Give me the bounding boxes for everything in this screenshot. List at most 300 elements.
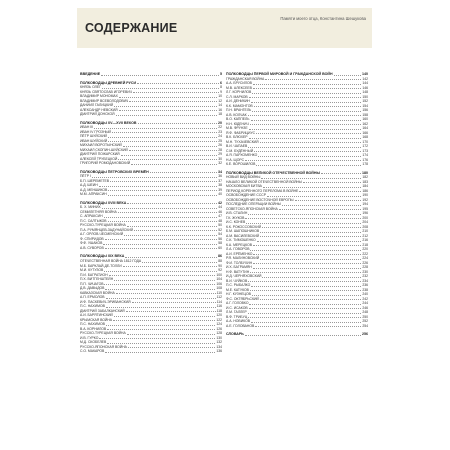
leader-dots: [245, 159, 361, 161]
entry-page-number: 150: [362, 94, 368, 99]
entry-label: М.И. КУТУЗОВ: [80, 268, 104, 273]
leader-dots: [109, 274, 216, 276]
entry-label: А.П. ЕРМОЛОВ: [80, 295, 105, 300]
entry-label: Ф.И. ТОЛБУХИН: [226, 260, 253, 265]
leader-dots: [299, 190, 361, 192]
toc-left-column: [80, 72, 222, 358]
entry-page-number: 195: [362, 206, 368, 211]
toc-section: [80, 72, 222, 77]
entry-label: М.Б. БАРКЛАЙ-ДЕ-ТОЛЛИ: [80, 263, 122, 268]
heading-label: ПОЛКОВОДЦЫ XVIII ВЕКА: [80, 200, 127, 205]
entry-page-number: 204: [362, 220, 368, 225]
entry-label: И.В. СТАЛИН: [226, 211, 248, 216]
leader-dots: [254, 150, 361, 152]
entry-label: ОСВОБОЖДЕНИЕ ВОСТОЧНОЙ ЕВРОПЫ: [226, 197, 294, 202]
entry-label: КНЯЗЬ ОЛЕГ: [80, 85, 102, 90]
leader-dots: [131, 163, 217, 165]
entry-page-number: 144: [362, 81, 368, 86]
entry-page-number: 108: [216, 286, 222, 291]
leader-dots: [133, 91, 219, 93]
entry-page-number: 9: [220, 89, 222, 94]
leader-dots: [260, 298, 361, 300]
leader-dots: [249, 307, 362, 309]
leader-dots: [108, 189, 217, 191]
entry-label: А.А. БРУСИЛОВ: [226, 81, 252, 86]
entry-label: ИВАН III: [80, 125, 94, 130]
leader-dots: [129, 149, 217, 151]
leader-dots: [107, 342, 215, 344]
entry-page-number: 52: [218, 227, 222, 232]
leader-dots: [250, 289, 361, 291]
entry-page-number: 176: [362, 157, 368, 162]
entry-label: П.С. НАХИМОВ: [80, 304, 105, 309]
entry-page-number: 132: [216, 340, 222, 345]
entry-label: А.В. КОЛЧАК: [226, 112, 247, 117]
heading-label: СЛОВАРЬ: [226, 332, 244, 337]
entry-label: К.А. МЕРЕЦКОВ: [226, 242, 253, 247]
leader-dots: [253, 262, 361, 264]
entry-page-number: 194: [362, 202, 368, 207]
entry-page-number: 48: [218, 218, 222, 223]
entry-label: И.Д. ЧЕРНЯХОВСКИЙ: [226, 274, 262, 279]
leader-dots: [103, 243, 217, 245]
entry-page-number: 244: [362, 301, 368, 306]
leader-dots: [123, 265, 218, 267]
leader-dots: [105, 247, 218, 249]
leader-dots: [295, 199, 362, 201]
entry-page-number: 126: [216, 326, 222, 331]
leader-dots: [92, 176, 217, 178]
heading-page-number: 20: [218, 120, 222, 125]
leader-dots: [137, 82, 219, 84]
entry-page-number: 212: [362, 233, 368, 238]
toc-section: [226, 332, 368, 337]
entry-page-number: 104: [216, 277, 222, 282]
entry-page-number: 88: [218, 259, 222, 264]
entry-page-number: 184: [362, 184, 368, 189]
heading-label: ПОЛКОВОДЦЫ ВЕЛИКОЙ ОТЕЧЕСТВЕННОЙ ВОЙНЫ: [226, 170, 320, 175]
entry-page-number: 218: [362, 242, 368, 247]
entry-label: Н.А. ЩОРС: [226, 157, 245, 162]
entry-page-number: 183: [362, 179, 368, 184]
entry-page-number: 164: [362, 126, 368, 131]
entry-label: В.О. КАППЕЛЬ: [226, 117, 250, 122]
entry-page-number: 23: [218, 129, 222, 134]
entry-page-number: 174: [362, 153, 368, 158]
toc-entry[interactable]: [80, 161, 222, 166]
entry-label: АЛЕКСЕЙ ТРУБЕЦКОЙ: [80, 156, 118, 161]
entry-page-number: 39: [218, 187, 222, 192]
leader-dots: [262, 276, 361, 278]
heading-label: ВВЕДЕНИЕ: [80, 72, 101, 76]
entry-label: ВЛАДИМИР МОНОМАХ: [80, 94, 118, 99]
heading-page-number: 180: [362, 170, 368, 175]
entry-page-number: 22: [218, 125, 222, 130]
leader-dots: [253, 267, 362, 269]
entry-page-number: 248: [362, 310, 368, 315]
leader-dots: [248, 213, 361, 215]
leader-dots: [104, 216, 218, 218]
leader-dots: [255, 325, 361, 327]
entry-label: НАЧАЛО ВЕЛИКОЙ ОТЕЧЕСТВЕННОЙ ВОЙНЫ: [226, 179, 302, 184]
entry-page-number: 246: [362, 305, 368, 310]
entry-label: К.К. МАМОНТОВ: [226, 103, 253, 108]
entry-page-number: 182: [362, 175, 368, 180]
leader-dots: [253, 83, 361, 85]
entry-page-number: 234: [362, 278, 368, 283]
leader-dots: [101, 74, 219, 76]
entry-page-number: 60: [218, 245, 222, 250]
leader-dots: [253, 87, 361, 89]
leader-dots: [134, 229, 217, 231]
entry-label: А.Д. ШЕИН: [80, 183, 98, 188]
entry-page-number: 190: [362, 193, 368, 198]
leader-dots: [249, 128, 362, 130]
heading-page-number: 42: [218, 200, 222, 205]
entry-label: В.И. ЧУЙКОВ: [226, 278, 248, 283]
leader-dots: [128, 346, 215, 348]
leader-dots: [108, 140, 217, 142]
entry-page-number: 92: [218, 268, 222, 273]
entry-page-number: 200: [362, 215, 368, 220]
entry-page-number: 158: [362, 112, 368, 117]
entry-page-number: 122: [216, 317, 222, 322]
leader-dots: [260, 231, 361, 233]
heading-page-number: 34: [218, 169, 222, 174]
entry-label: П.П. ЧИЧАГОВ: [80, 281, 104, 286]
entry-label: П.С. НАХИМОВ: [80, 322, 105, 327]
leader-dots: [267, 195, 361, 197]
entry-label: Б. Х. МИНИХ: [80, 205, 101, 210]
entry-label: П.А. РУМЯНЦЕВ-ЗАДУНАЙСКИЙ: [80, 227, 134, 232]
entry-page-number: 230: [362, 269, 368, 274]
entry-label: МИХАИЛ ВОРОТЫНСКИЙ: [80, 143, 122, 148]
leader-dots: [116, 292, 216, 294]
toc-entry[interactable]: [80, 246, 222, 251]
entry-page-number: 56: [218, 236, 222, 241]
entry-label: М.М. АПРАКСИН: [80, 192, 107, 197]
entry-page-number: 208: [362, 224, 368, 229]
toc-section: [226, 171, 368, 329]
leader-dots: [104, 270, 217, 272]
entry-page-number: 120: [216, 313, 222, 318]
entry-label: Ф.С. ОКТЯБРЬСКИЙ: [226, 296, 259, 301]
entry-label: ПЁТР I: [80, 174, 91, 179]
entry-label: Б.М. ШАПОШНИКОВ: [226, 229, 260, 234]
entry-page-number: 106: [216, 281, 222, 286]
entry-label: М.Е. КАТУКОВ: [226, 287, 249, 292]
leader-dots: [251, 119, 362, 121]
entry-page-number: 46: [218, 209, 222, 214]
entry-page-number: 16: [218, 107, 222, 112]
toc-section: [80, 254, 222, 353]
entry-label: А.Г. ГОЛОВКО: [226, 301, 249, 306]
leader-dots: [253, 253, 361, 255]
leader-dots: [106, 297, 216, 299]
entry-label: МИХАИЛ СКОПИН-ШУЙСКИЙ: [80, 147, 128, 152]
leader-dots: [125, 256, 217, 258]
entry-page-number: 186: [362, 188, 368, 193]
entry-label: КНЯЗЬ СВЯТОСЛАВ ИГОРЕВИЧ: [80, 89, 132, 94]
entry-label: А.И. БАРЯТИНСКИЙ: [80, 313, 113, 318]
entry-page-number: 210: [362, 229, 368, 234]
leader-dots: [252, 294, 361, 296]
leader-dots: [104, 283, 215, 285]
entry-label: Г.К. ЖУКОВ: [226, 215, 245, 220]
entry-label: ВЛАДИМИР ВСЕВОЛОДОВИЧ: [80, 98, 129, 103]
leader-dots: [114, 279, 215, 281]
leader-dots: [127, 225, 217, 227]
entry-page-number: 28: [218, 147, 222, 152]
leader-dots: [102, 87, 219, 89]
entry-label: И.Ф. ПАСКЕВИЧ-ЭРИВАНСКИЙ: [80, 299, 131, 304]
leader-dots: [114, 105, 217, 107]
entry-label: П.С. РЫБАЛКО: [226, 283, 251, 288]
leader-dots: [108, 194, 218, 196]
entry-label: Ф.Ф. УШАКОВ: [80, 241, 103, 246]
entry-page-number: 148: [362, 90, 368, 95]
entry-label: С.М. БУДЁННЫЙ: [226, 148, 254, 153]
heading-page-number: 5: [220, 72, 222, 76]
entry-label: Н.Г. КУЗНЕЦОВ: [226, 292, 251, 297]
entry-label: ОТЕЧЕСТВЕННАЯ ВОЙНА 1812 ГОДА: [80, 259, 142, 264]
entry-label: МОСКОВСКАЯ БИТВА: [226, 184, 262, 189]
entry-label: Б.П. ШЕРЕМЕТЕВ: [80, 178, 110, 183]
entry-page-number: 242: [362, 296, 368, 301]
entry-label: ОСВОБОЖДЕНИЕ СССР: [226, 193, 267, 198]
toc-section-heading[interactable]: [80, 72, 222, 77]
toc-section: [80, 81, 222, 117]
leader-dots: [265, 78, 361, 80]
leader-dots: [250, 123, 362, 125]
entry-label: А.И. ДЕНИКИН: [226, 99, 250, 104]
entry-page-number: 37: [218, 178, 222, 183]
entry-label: В.А. КОРНИЛОВ: [80, 326, 107, 331]
entry-page-number: 154: [362, 103, 368, 108]
entry-label: Д.В. ДАВЫДОВ: [80, 286, 105, 291]
leader-dots: [258, 155, 361, 157]
heading-label: ПОЛКОВОДЦЫ ПЕТРОВСКИХ ВРЕМЁН: [80, 169, 149, 174]
entry-page-number: 142: [362, 76, 368, 81]
leader-dots: [260, 258, 361, 260]
leader-dots: [106, 306, 216, 308]
entry-label: И.С. КОНЕВ: [226, 220, 246, 225]
entry-label: ДАНИИЛ ГАЛИЦКИЙ: [80, 103, 114, 108]
leader-dots: [250, 249, 361, 251]
leader-dots: [102, 207, 218, 209]
leader-dots: [116, 114, 218, 116]
leader-dots: [249, 96, 362, 98]
dedication: Памяти моего отца, Константина Шешукова: [280, 16, 366, 21]
entry-page-number: 134: [216, 344, 222, 349]
entry-page-number: 40: [218, 192, 222, 197]
heading-label: ПОЛКОВОДЦЫ ПЕРВОЙ МИРОВОЙ И ГРАЖДАНСКОЙ ВОЙН: [226, 72, 333, 76]
entry-label: А.В. СУВОРОВ: [80, 245, 104, 250]
entry-page-number: 173: [362, 148, 368, 153]
leader-dots: [303, 181, 361, 183]
leader-dots: [108, 136, 217, 138]
entry-label: ДМИТРИЙ ЗАБАЛКАНСКИЙ: [80, 308, 125, 313]
entry-page-number: 54: [218, 232, 222, 237]
heading-page-number: 140: [362, 72, 368, 76]
leader-dots: [105, 351, 215, 353]
toc-entry[interactable]: [226, 324, 368, 329]
entry-page-number: 192: [362, 197, 368, 202]
entry-page-number: 90: [218, 263, 222, 268]
entry-page-number: 168: [362, 135, 368, 140]
entry-page-number: 166: [362, 130, 368, 135]
entry-label: Л.М. ГАЛЛЕР: [226, 310, 247, 315]
leader-dots: [108, 220, 218, 222]
entry-label: СЕМИЛЕТНЯЯ ВОЙНА: [80, 209, 117, 214]
heading-label: ПОЛКОВОДЦЫ XV—XVII ВЕКОВ: [80, 120, 137, 125]
leader-dots: [256, 132, 361, 134]
entry-label: И.С. ИСАКОВ: [226, 305, 248, 310]
leader-dots: [121, 154, 218, 156]
entry-page-number: 112: [216, 295, 222, 300]
leader-dots: [248, 280, 361, 282]
toc-section: [80, 121, 222, 166]
entry-page-number: 152: [362, 99, 368, 104]
leader-dots: [251, 101, 361, 103]
entry-page-number: 38: [218, 183, 222, 188]
leader-dots: [118, 211, 217, 213]
entry-label: ИВАН IV ГРОЗНЫЙ: [80, 129, 111, 134]
leader-dots: [118, 158, 217, 160]
toc-right-column: [226, 72, 368, 341]
entry-page-number: 156: [362, 108, 368, 113]
toc-entry[interactable]: [80, 192, 222, 197]
entry-label: Р.Я. МАЛИНОВСКИЙ: [226, 256, 260, 261]
entry-label: В.И. ЧАПАЕВ: [226, 144, 248, 149]
entry-page-number: 146: [362, 85, 368, 90]
entry-label: А.Я. ПАРХОМЕНКО: [226, 153, 258, 158]
entry-page-number: 29: [218, 152, 222, 157]
leader-dots: [251, 321, 361, 323]
leader-dots: [262, 226, 361, 228]
entry-page-number: 50: [218, 223, 222, 228]
leader-dots: [256, 164, 361, 166]
entry-page-number: 232: [362, 274, 368, 279]
leader-dots: [279, 208, 362, 210]
entry-page-number: 222: [362, 251, 368, 256]
entry-label: РУССКО-ТУРЕЦКАЯ ВОЙНА: [80, 223, 126, 228]
leader-dots: [99, 337, 215, 339]
page-title: СОДЕРЖАНИЕ: [85, 21, 178, 35]
entry-page-number: 128: [216, 331, 222, 336]
entry-label: А.Д. МЕНШИКОВ: [80, 187, 108, 192]
entry-label: И.В. ГУРКО: [80, 335, 99, 340]
toc-section: [226, 72, 368, 167]
entry-page-number: 114: [216, 299, 222, 304]
header-banner: [77, 8, 372, 48]
leader-dots: [114, 315, 216, 317]
entry-label: АЛЕКСАНДР НЕВСКИЙ: [80, 107, 118, 112]
entry-page-number: 25: [218, 138, 222, 143]
entry-label: С. АПРАКСИН: [80, 214, 103, 219]
entry-page-number: 216: [362, 238, 368, 243]
leader-dots: [105, 288, 215, 290]
entry-label: М.Н. ТУХАЧЕВСКИЙ: [226, 139, 259, 144]
leader-dots: [99, 185, 218, 187]
leader-dots: [249, 137, 362, 139]
entry-page-number: 124: [216, 322, 222, 327]
leader-dots: [251, 285, 361, 287]
entry-page-number: 116: [216, 304, 222, 309]
heading-label: ПОЛКОВОДЦЫ ДРЕВНЕЙ РУСИ: [80, 80, 137, 85]
entry-page-number: 58: [218, 241, 222, 246]
entry-page-number: 224: [362, 256, 368, 261]
leader-dots: [112, 131, 217, 133]
leader-dots: [142, 261, 217, 263]
toc-section-heading[interactable]: [226, 332, 368, 337]
entry-page-number: 196: [362, 211, 368, 216]
entry-label: С.К. ТИМОШЕНКО: [226, 238, 256, 243]
toc-entry[interactable]: [80, 349, 222, 354]
entry-page-number: 228: [362, 265, 368, 270]
leader-dots: [106, 324, 215, 326]
leader-dots: [282, 204, 361, 206]
entry-page-number: 130: [216, 335, 222, 340]
entry-label: А.Г. ОРЛОВ-ЧЕСМЕНСКИЙ: [80, 232, 124, 237]
entry-label: ПОСЛЕДНИЕ ОПЕРАЦИИ ВОЙНЫ: [226, 202, 281, 207]
leader-dots: [107, 328, 215, 330]
leader-dots: [138, 122, 217, 124]
entry-label: Н.Н. ЮДЕНИЧ: [226, 121, 249, 126]
leader-dots: [94, 127, 217, 129]
toc-entry[interactable]: [80, 112, 222, 117]
entry-page-number: 236: [362, 283, 368, 288]
entry-page-number: 162: [362, 121, 368, 126]
entry-page-number: 12: [218, 98, 222, 103]
leader-dots: [105, 238, 218, 240]
entry-label: ПЁТР ШУЙСКИЙ: [80, 134, 107, 139]
entry-page-number: 36: [218, 174, 222, 179]
entry-label: В.Ф. ТРИБУЦ: [226, 314, 248, 319]
entry-label: П.С. САЛТЫКОВ: [80, 218, 107, 223]
entry-page-number: 100: [216, 272, 222, 277]
entry-page-number: 220: [362, 247, 368, 252]
entry-page-number: 47: [218, 214, 222, 219]
leader-dots: [119, 109, 218, 111]
leader-dots: [248, 316, 361, 318]
entry-page-number: 226: [362, 260, 368, 265]
leader-dots: [129, 100, 217, 102]
entry-label: А.И. ЕРЁМЕНКО: [226, 251, 253, 256]
entry-page-number: 110: [216, 290, 222, 295]
entry-page-number: 178: [362, 162, 368, 167]
entry-label: В.К. БЛЮХЕР: [226, 135, 248, 140]
entry-label: СОВЕТСКО-ЯПОНСКАЯ ВОЙНА: [226, 206, 278, 211]
leader-dots: [113, 319, 215, 321]
leader-dots: [252, 110, 361, 112]
entry-page-number: 240: [362, 292, 368, 297]
leader-dots: [124, 234, 217, 236]
leader-dots: [260, 141, 362, 143]
entry-label: М.В. АЛЕКСЕЕВ: [226, 85, 252, 90]
leader-dots: [250, 271, 361, 273]
entry-label: М.Д. СКОБЕЛЕВ: [80, 340, 107, 345]
entry-label: П.Н. ВРАНГЕЛЬ: [226, 108, 252, 113]
entry-page-number: 118: [216, 308, 222, 313]
heading-page-number: 86: [218, 254, 222, 259]
toc-section: [80, 201, 222, 251]
leader-dots: [119, 96, 217, 98]
entry-label: К.К. РОКОССОВСКИЙ: [226, 224, 262, 229]
entry-page-number: 32: [218, 161, 222, 166]
entry-label: Ф. СПИРИДОВ: [80, 236, 104, 241]
toc-entry[interactable]: [226, 162, 368, 167]
